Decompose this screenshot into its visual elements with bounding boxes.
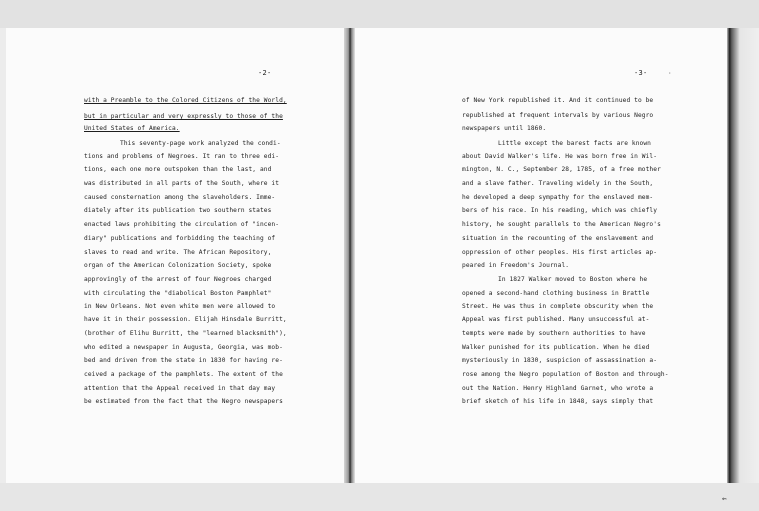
text-line: and a slave father. Traveling widely in the South, <box>462 180 654 187</box>
text-line: have it in their possession. Elijah Hinsdale Burritt, <box>84 316 287 323</box>
text-line: approvingly of the arrest of four Negroes charged <box>84 276 272 283</box>
scan-top-margin <box>0 0 759 28</box>
text-line: he developed a deep sympathy for the enslaved mem- <box>462 194 654 201</box>
text-line: diary" publications and forbidding the teaching of <box>84 235 276 242</box>
text-line: about David Walker's life. He was born free in Wil- <box>462 153 658 160</box>
text-line: was distributed in all parts of the South, where it <box>84 180 280 187</box>
left-page-number: -2- <box>258 69 272 77</box>
text-line: situation in the recounting of the enslavement and <box>462 235 654 242</box>
text-line: of New York republished it. And it continued to be <box>462 97 654 104</box>
text-line: Appeal was first published. Many unsuccessful at- <box>462 316 650 323</box>
text-line: out the Nation. Henry Highland Garnet, who wrote a <box>462 385 654 392</box>
text-line: In 1827 Walker moved to Boston where he <box>498 276 648 283</box>
text-line: This seventy-page work analyzed the condi- <box>120 140 281 147</box>
text-line: Little except the barest facts are known <box>498 140 652 147</box>
text-line: enacted laws prohibiting the circulation of "incen- <box>84 221 280 228</box>
text-line: United States of America. <box>84 125 180 132</box>
scan-bottom-margin <box>0 483 759 511</box>
stray-dot-mark: · <box>668 70 672 77</box>
text-line: peared in Freedom's Journal. <box>462 262 570 269</box>
book-gutter <box>344 28 355 483</box>
page-edge-shadow <box>727 28 759 483</box>
text-line: mysteriously in 1830, suspicion of assassination a- <box>462 357 658 364</box>
text-line: (brother of Elihu Burritt, the "learned blacksmith"), <box>84 330 287 337</box>
text-line: with circulating the "diabolical Boston Pamphlet" <box>84 290 272 297</box>
text-line: mington, N. C., September 28, 1785, of a free mother <box>462 166 661 173</box>
text-line: bed and driven from the state in 1830 for having re- <box>84 357 283 364</box>
text-line: with a Preamble to the Colored Citizens of the World, <box>84 97 287 104</box>
text-line: slaves to read and write. The African Repository, <box>84 249 272 256</box>
text-line: ceived a package of the pamphlets. The extent of the <box>84 371 283 378</box>
text-line: newspapers until 1860. <box>462 125 547 132</box>
text-line: be estimated from the fact that the Negro newspapers <box>84 398 283 405</box>
text-line: diately after its publication two southern states <box>84 207 272 214</box>
corner-arrow-mark: ⇜ <box>722 494 727 503</box>
text-line: caused consternation among the slaveholders. Imme- <box>84 194 276 201</box>
text-line: opened a second-hand clothing business in Brattle <box>462 290 650 297</box>
text-line: tions, each one more outspoken than the last, and <box>84 166 272 173</box>
text-line: in New Orleans. Not even white men were allowed to <box>84 303 276 310</box>
text-line: republished at frequent intervals by various Negro <box>462 112 654 119</box>
text-line: who edited a newspaper in Augusta, Georgia, was mob- <box>84 344 283 351</box>
text-line: organ of the American Colonization Society, spoke <box>84 262 272 269</box>
text-line: attention that the Appeal received in that day may <box>84 385 276 392</box>
text-line: but in particular and very expressly to those of the <box>84 113 283 120</box>
text-line: tempts were made by southern authorities to have <box>462 330 646 337</box>
text-line: oppression of other peoples. His first articles ap- <box>462 249 658 256</box>
text-line: brief sketch of his life in 1848, says simply that <box>462 398 654 405</box>
text-line: Walker punished for its publication. When he died <box>462 344 650 351</box>
text-line: tions and problems of Negroes. It ran to three edi- <box>84 153 280 160</box>
text-line: rose among the Negro population of Boston and through- <box>462 371 669 378</box>
text-line: history, he sought parallels to the American Negro's <box>462 221 661 228</box>
right-page-number: -3- <box>634 69 648 77</box>
text-line: Street. He was thus in complete obscurity when the <box>462 303 654 310</box>
text-line: bers of his race. In his reading, which was chiefly <box>462 207 658 214</box>
